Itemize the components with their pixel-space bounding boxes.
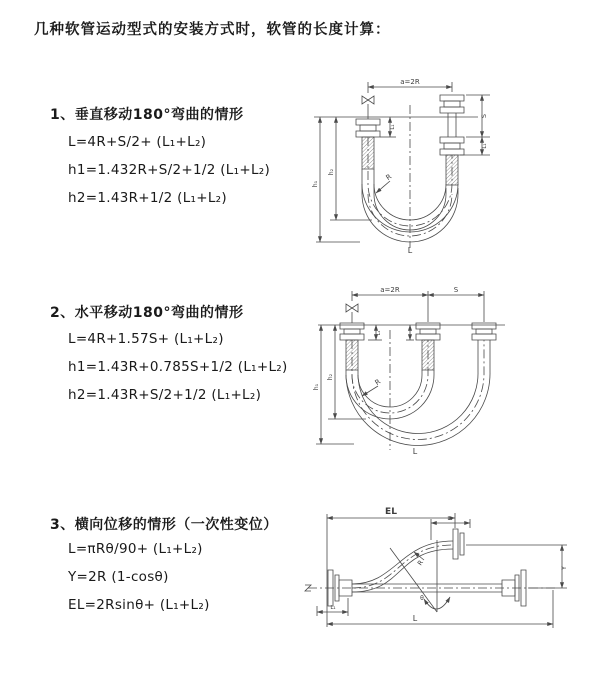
dim-label-l1: L₁ bbox=[376, 330, 382, 336]
radius-leader bbox=[376, 181, 390, 193]
dim-label-s: S bbox=[453, 286, 459, 294]
length-label: L bbox=[412, 447, 418, 456]
dim-label-l1: L₁ bbox=[482, 143, 488, 149]
formula-line: L=4R+1.57S+ (L₁+L₂) bbox=[68, 331, 224, 347]
radius-label: R bbox=[415, 558, 425, 568]
formula-line: L=4R+S/2+ (L₁+L₂) bbox=[68, 134, 207, 150]
dim-label-l1-bottom: L₁ bbox=[330, 605, 336, 611]
radius-label: R bbox=[373, 377, 383, 388]
section-3-heading: 3、横向位移的情形（一次性变位） bbox=[50, 517, 278, 533]
dim-label-s: S bbox=[480, 113, 488, 119]
dimension-h2 bbox=[328, 325, 366, 419]
formula-line: L=πRθ/90+ (L₁+L₂) bbox=[68, 541, 203, 557]
dim-label-el: EL bbox=[385, 507, 397, 517]
dimension-l1-middle bbox=[406, 325, 414, 340]
dimension-y bbox=[466, 545, 567, 588]
dim-label-y: Y bbox=[560, 566, 568, 570]
diagram-vertical-180-bend bbox=[310, 72, 600, 257]
dimension-h1 bbox=[316, 117, 360, 242]
formula-line: Y=2R (1-cosθ) bbox=[68, 569, 169, 585]
diagram-horizontal-180-bend bbox=[310, 282, 600, 457]
radius-label: R bbox=[384, 172, 394, 183]
diagram-lateral-displacement bbox=[300, 500, 600, 645]
length-label: L bbox=[407, 246, 413, 255]
dim-label-h1: h₁ bbox=[312, 180, 319, 188]
valve-icon bbox=[346, 304, 358, 323]
dim-label-a2r: a=2R bbox=[400, 78, 420, 86]
dim-label-a2r: a=2R bbox=[380, 286, 400, 294]
formula-line: h1=1.432R+S/2+1/2 (L₁+L₂) bbox=[68, 162, 271, 178]
formula-line: h2=1.43R+1/2 (L₁+L₂) bbox=[68, 190, 227, 206]
dim-label-l1-top: L₁ bbox=[447, 516, 453, 522]
page-title: 几种软管运动型式的安装方式时，软管的长度计算： bbox=[34, 22, 391, 38]
flange-fitting-upper bbox=[453, 529, 464, 559]
dimension-a2r bbox=[352, 291, 484, 322]
formula-line: EL=2Rsinθ+ (L₁+L₂) bbox=[68, 597, 210, 613]
formula-line: h1=1.43R+0.785S+1/2 (L₁+L₂) bbox=[68, 359, 288, 375]
flange-fitting-right-moved bbox=[472, 323, 496, 352]
radius-leader bbox=[362, 386, 378, 396]
valve-icon bbox=[362, 96, 374, 119]
formula-line: h2=1.43R+S/2+1/2 (L₁+L₂) bbox=[68, 387, 262, 403]
length-label: L bbox=[412, 614, 418, 623]
dim-label-h2: h₂ bbox=[328, 168, 335, 176]
section-2-heading: 2、水平移动180°弯曲的情形 bbox=[50, 305, 244, 321]
dim-label-h1: h₁ bbox=[313, 383, 320, 391]
theta-label: θ bbox=[420, 595, 424, 602]
section-1-heading: 1、垂直移动180°弯曲的情形 bbox=[50, 107, 244, 123]
dim-label-h2: h₂ bbox=[327, 373, 334, 381]
dim-label-l1: L₁ bbox=[390, 124, 396, 130]
